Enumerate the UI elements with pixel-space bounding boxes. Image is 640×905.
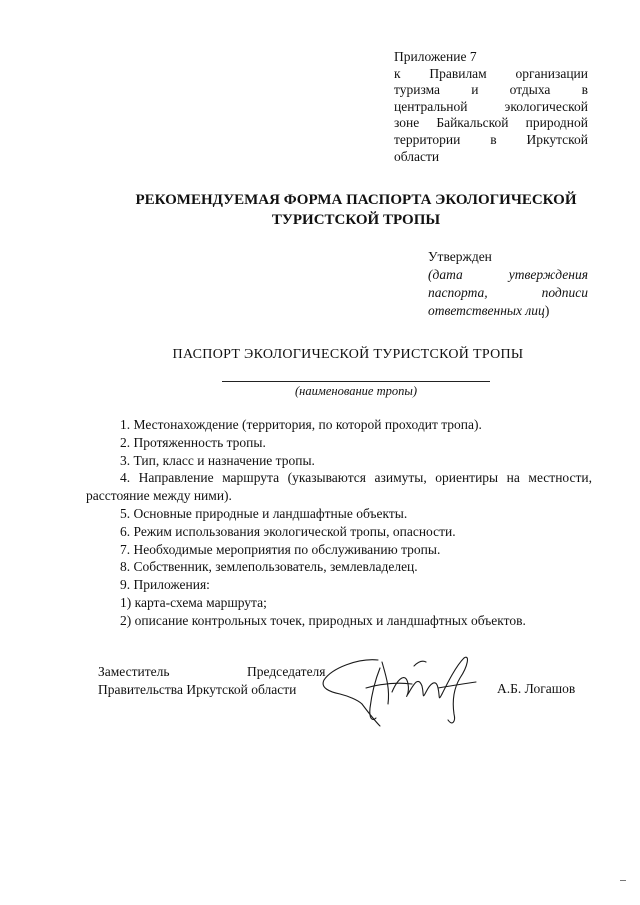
approved-close-paren: ) (544, 303, 550, 318)
list-item: 9. Приложения: (120, 577, 210, 593)
signatory-name: А.Б. Логашов (497, 681, 576, 696)
items-list (86, 416, 592, 630)
list-item: 6. Режим использования экологической тропы, опасности. (120, 523, 456, 539)
name-caption: (наименование тропы) (295, 384, 417, 398)
list-item: 8. Собственник, землепользователь, землевладелец. (120, 559, 418, 575)
appendix-line: области (394, 148, 440, 164)
approved-label: Утвержден (428, 249, 492, 264)
signatory-role-part1: Заместитель (98, 664, 170, 679)
list-item: 2. Протяженность тропы. (120, 434, 266, 450)
list-item: 1) карта-схема маршрута; (120, 594, 267, 610)
list-item: 2) описание контрольных точек, природных и ландшафтных объектов. (120, 612, 526, 628)
signatory-role-line2: Правительства Иркутской области (98, 682, 297, 697)
appendix-line: зоне Байкальской природной (394, 115, 588, 131)
name-underline (222, 381, 490, 382)
list-item: 5. Основные природные и ландшафтные объекты. (120, 505, 408, 521)
list-item: 7. Необходимые мероприятия по обслуживанию тропы. (120, 541, 441, 557)
appendix-block (394, 49, 588, 165)
appendix-line: центральной экологической (394, 98, 588, 114)
appendix-line: к Правилам организации (394, 65, 588, 81)
list-item: 4. Направление маршрута (указываются азимуты, ориентиры на местности, расстояние между ними). (86, 470, 592, 504)
approved-line: паспорта, подписи (428, 285, 588, 300)
passport-heading: ПАСПОРТ ЭКОЛОГИЧЕСКОЙ ТУРИСТСКОЙ ТРОПЫ (172, 347, 524, 362)
signatory-role (98, 663, 326, 699)
handwritten-signature (318, 648, 494, 730)
approved-line: ответственных лиц (428, 303, 545, 318)
list-item: 3. Тип, класс и назначение тропы. (120, 452, 315, 468)
approved-line-3 (428, 302, 588, 320)
appendix-title: Приложение 7 (394, 49, 477, 64)
list-item: 1. Местонахождение (территория, по которой проходит тропа). (120, 417, 482, 432)
signatory-role-part2: Председателя (247, 664, 326, 679)
document-title: РЕКОМЕНДУЕМАЯ ФОРМА ПАСПОРТА ЭКОЛОГИЧЕСКОЙ ТУРИСТСКОЙ ТРОПЫ (135, 192, 577, 228)
scan-mark (620, 880, 626, 881)
approved-line: (дата утверждения (428, 267, 588, 282)
approval-block (428, 248, 588, 320)
appendix-line: территории в Иркутской (394, 131, 588, 147)
appendix-line: туризма и отдыха в (394, 82, 588, 98)
